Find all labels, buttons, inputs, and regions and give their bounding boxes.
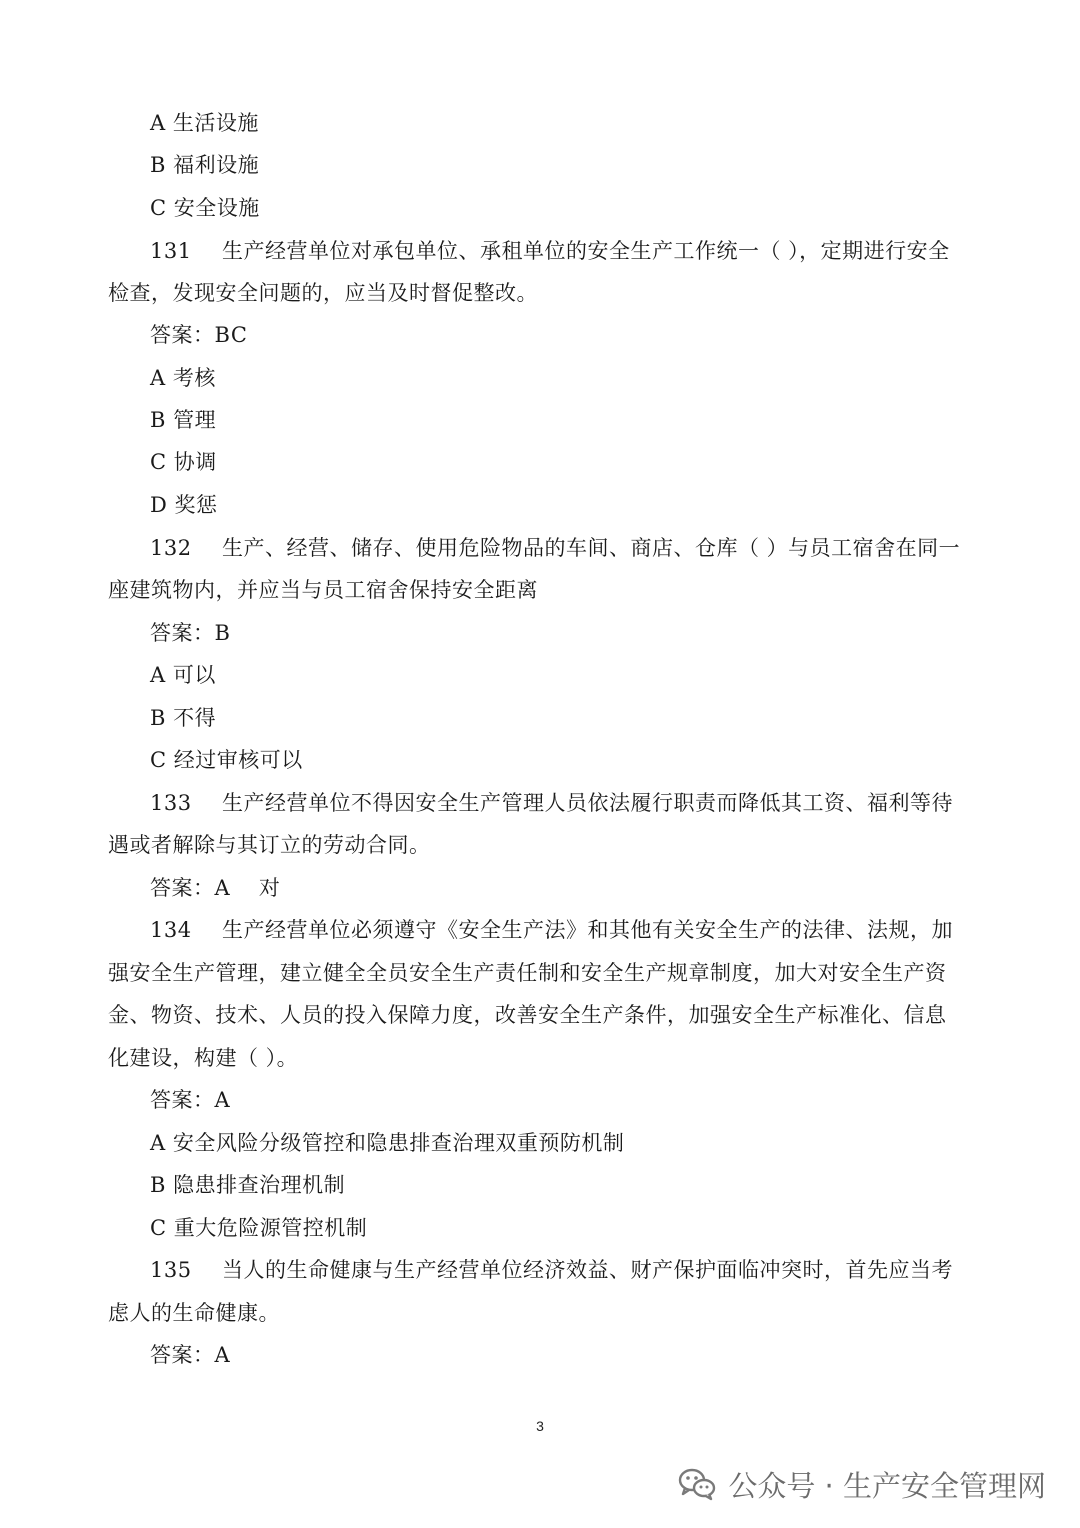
option-line: D 奖惩 bbox=[150, 493, 218, 517]
option-line: A 可以 bbox=[150, 663, 216, 687]
answer-line: 答案：A bbox=[150, 1088, 231, 1112]
option-line: B 不得 bbox=[150, 706, 217, 730]
question-line: 134 生产经营单位必须遵守《安全生产法》和其他有关安全生产的法律、法规，加 bbox=[150, 915, 953, 945]
answer-line: 答案：A 对 bbox=[150, 876, 281, 900]
question-continuation: 座建筑物内，并应当与员工宿舍保持安全距离 bbox=[108, 578, 538, 602]
question-number: 133 bbox=[150, 791, 192, 815]
question-number: 131 bbox=[150, 239, 192, 263]
option-line: A 安全风险分级管控和隐患排查治理双重预防机制 bbox=[150, 1131, 625, 1155]
question-continuation: 虑人的生命健康。 bbox=[108, 1301, 280, 1325]
question-line: 131 生产经营单位对承包单位、承租单位的安全生产工作统一（ ），定期进行安全 bbox=[150, 236, 950, 266]
wechat-icon bbox=[678, 1467, 716, 1501]
option-line: C 协调 bbox=[150, 450, 217, 474]
question-number: 132 bbox=[150, 536, 192, 560]
watermark bbox=[678, 1462, 1046, 1506]
watermark-text: 公众号 · 生产安全管理网 bbox=[728, 1468, 1046, 1503]
question-continuation: 化建设，构建（ ）。 bbox=[108, 1046, 299, 1070]
question-number: 134 bbox=[150, 918, 192, 942]
question-continuation: 检查，发现安全问题的，应当及时督促整改。 bbox=[108, 281, 538, 305]
question-continuation: 金、物资、技术、人员的投入保障力度，改善安全生产条件，加强安全生产标准化、信息 bbox=[108, 1003, 947, 1027]
answer-line: 答案：BC bbox=[150, 323, 248, 347]
option-line: A 生活设施 bbox=[150, 111, 259, 135]
option-line: B 福利设施 bbox=[150, 153, 260, 177]
answer-line: 答案：A bbox=[150, 1343, 231, 1367]
question-line: 135 当人的生命健康与生产经营单位经济效益、财产保护面临冲突时，首先应当考 bbox=[150, 1255, 953, 1285]
question-continuation: 遇或者解除与其订立的劳动合同。 bbox=[108, 833, 431, 857]
option-line: C 重大危险源管控机制 bbox=[150, 1216, 368, 1240]
option-line: C 经过审核可以 bbox=[150, 748, 303, 772]
option-line: B 管理 bbox=[150, 408, 217, 432]
question-line: 132 生产、经营、储存、使用危险物品的车间、商店、仓库（ ）与员工宿舍在同一 bbox=[150, 533, 960, 563]
question-number: 135 bbox=[150, 1258, 192, 1282]
option-line: B 隐患排查治理机制 bbox=[150, 1173, 346, 1197]
option-line: C 安全设施 bbox=[150, 196, 260, 220]
option-line: A 考核 bbox=[150, 366, 216, 390]
question-continuation: 强安全生产管理，建立健全全员安全生产责任制和安全生产规章制度，加大对安全生产资 bbox=[108, 961, 947, 985]
answer-line: 答案：B bbox=[150, 621, 231, 645]
page-number: 3 bbox=[536, 1418, 544, 1434]
question-line: 133 生产经营单位不得因安全生产管理人员依法履行职责而降低其工资、福利等待 bbox=[150, 788, 953, 818]
